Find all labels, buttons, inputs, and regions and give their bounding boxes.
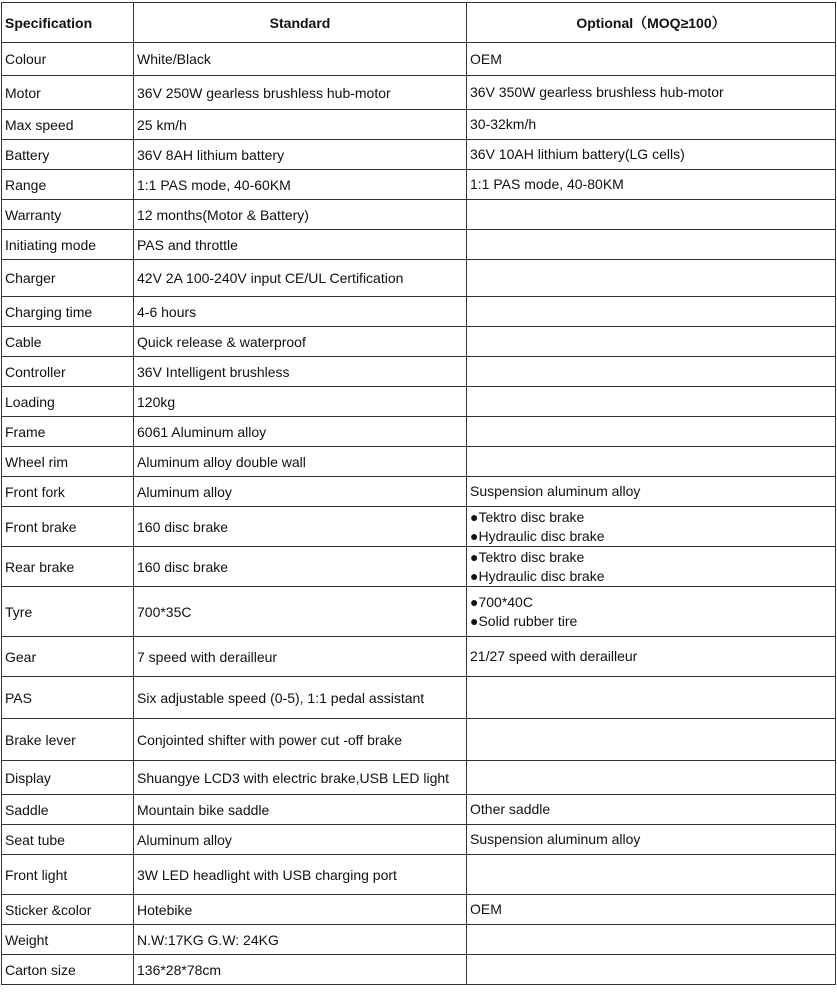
standard-value-cell: 160 disc brake <box>134 547 467 587</box>
optional-value-cell <box>467 200 836 230</box>
spec-name-cell: Initiating mode <box>2 230 134 260</box>
spec-name-cell: Brake lever <box>2 719 134 761</box>
optional-value-cell <box>467 170 836 200</box>
table-row <box>2 140 836 170</box>
optional-value-line: 21/27 speed with derailleur <box>470 648 638 664</box>
optional-value-line: OEM <box>470 50 502 67</box>
standard-value-cell: 7 speed with derailleur <box>134 637 467 677</box>
standard-value-cell: 1:1 PAS mode, 40-60KM <box>134 170 467 200</box>
table-row <box>2 587 836 637</box>
header-standard: Standard <box>134 3 467 43</box>
optional-value-line: ●Solid rubber tire <box>470 612 578 629</box>
spec-name-cell: Colour <box>2 43 134 76</box>
optional-value-cell <box>467 76 836 110</box>
optional-value-line: Suspension aluminum alloy <box>470 483 641 499</box>
optional-value-cell <box>467 417 836 447</box>
header-optional: Optional（MOQ≥100） <box>467 3 836 43</box>
table-row <box>2 43 836 76</box>
spec-name-cell: Battery <box>2 140 134 170</box>
standard-value-cell: Hotebike <box>134 895 467 925</box>
spec-table-body <box>2 43 836 985</box>
spec-name-cell: Loading <box>2 387 134 417</box>
optional-value-cell <box>467 327 836 357</box>
optional-value-cell <box>467 925 836 955</box>
spec-name-cell: Saddle <box>2 795 134 825</box>
optional-value-cell <box>467 357 836 387</box>
spec-name-cell: Wheel rim <box>2 447 134 477</box>
spec-name-cell: Carton size <box>2 955 134 985</box>
table-row <box>2 895 836 925</box>
optional-value-cell <box>467 110 836 140</box>
optional-value-line: OEM <box>470 901 502 917</box>
spec-name-cell: Charging time <box>2 297 134 327</box>
table-row <box>2 327 836 357</box>
optional-value-cell <box>467 297 836 327</box>
optional-value-line: 30-32km/h <box>470 116 537 132</box>
standard-value-cell: 3W LED headlight with USB charging port <box>134 855 467 895</box>
optional-value-cell <box>467 387 836 417</box>
spec-name-cell: PAS <box>2 677 134 719</box>
spec-name-cell: Front brake <box>2 507 134 547</box>
spec-name-cell: Max speed <box>2 110 134 140</box>
spec-name-cell: Motor <box>2 76 134 110</box>
standard-value-cell: 700*35C <box>134 587 467 637</box>
spec-name-cell: Frame <box>2 417 134 447</box>
table-row <box>2 110 836 140</box>
table-row <box>2 297 836 327</box>
optional-value-cell <box>467 825 836 855</box>
spec-name-cell: Gear <box>2 637 134 677</box>
table-row <box>2 925 836 955</box>
table-row <box>2 855 836 895</box>
table-row <box>2 955 836 985</box>
spec-name-cell: Cable <box>2 327 134 357</box>
standard-value-cell: 42V 2A 100-240V input CE/UL Certification <box>134 260 467 297</box>
optional-value-cell <box>467 677 836 719</box>
standard-value-cell: Mountain bike saddle <box>134 795 467 825</box>
spec-name-cell: Sticker &color <box>2 895 134 925</box>
optional-value-cell <box>467 43 836 76</box>
table-row <box>2 170 836 200</box>
header-row <box>2 3 836 43</box>
table-row <box>2 357 836 387</box>
optional-value-cell <box>467 719 836 761</box>
optional-value-cell <box>467 140 836 170</box>
table-row <box>2 417 836 447</box>
table-row <box>2 795 836 825</box>
optional-value-line: ●Tektro disc brake <box>470 548 585 565</box>
optional-value-cell <box>467 507 836 547</box>
table-row <box>2 825 836 855</box>
spec-name-cell: Charger <box>2 260 134 297</box>
optional-value-line: 36V 350W gearless brushless hub-motor <box>470 84 724 100</box>
table-row <box>2 761 836 795</box>
standard-value-cell: 12 months(Motor & Battery) <box>134 200 467 230</box>
standard-value-cell: 120kg <box>134 387 467 417</box>
table-row <box>2 76 836 110</box>
standard-value-cell: Shuangye LCD3 with electric brake,USB LED light <box>134 761 467 795</box>
standard-value-cell: 6061 Aluminum alloy <box>134 417 467 447</box>
optional-value-cell <box>467 955 836 985</box>
table-row <box>2 719 836 761</box>
standard-value-cell: 36V 250W gearless brushless hub-motor <box>134 76 467 110</box>
spec-name-cell: Warranty <box>2 200 134 230</box>
standard-value-cell: Quick release & waterproof <box>134 327 467 357</box>
optional-value-line: Suspension aluminum alloy <box>470 831 641 847</box>
optional-value-cell <box>467 447 836 477</box>
optional-value-cell <box>467 260 836 297</box>
optional-value-cell <box>467 547 836 587</box>
optional-value-cell <box>467 230 836 260</box>
table-row <box>2 200 836 230</box>
optional-value-line: ●Hydraulic disc brake <box>470 527 605 544</box>
standard-value-cell: Conjointed shifter with power cut -off brake <box>134 719 467 761</box>
table-row <box>2 547 836 587</box>
spec-name-cell: Display <box>2 761 134 795</box>
standard-value-cell: 36V Intelligent brushless <box>134 357 467 387</box>
table-row <box>2 230 836 260</box>
spec-name-cell: Weight <box>2 925 134 955</box>
standard-value-cell: Aluminum alloy <box>134 477 467 507</box>
standard-value-cell: 36V 8AH lithium battery <box>134 140 467 170</box>
standard-value-cell: 136*28*78cm <box>134 955 467 985</box>
spec-table <box>1 2 836 985</box>
standard-value-cell: N.W:17KG G.W: 24KG <box>134 925 467 955</box>
table-row <box>2 447 836 477</box>
spec-name-cell: Front fork <box>2 477 134 507</box>
optional-value-cell <box>467 761 836 795</box>
standard-value-cell: Aluminum alloy <box>134 825 467 855</box>
optional-value-line: 36V 10AH lithium battery(LG cells) <box>470 146 685 162</box>
optional-value-line: ●700*40C <box>470 593 533 610</box>
standard-value-cell: 25 km/h <box>134 110 467 140</box>
optional-value-cell <box>467 477 836 507</box>
table-row <box>2 677 836 719</box>
optional-value-cell <box>467 855 836 895</box>
optional-value-cell <box>467 795 836 825</box>
table-row <box>2 387 836 417</box>
table-row <box>2 637 836 677</box>
standard-value-cell: Aluminum alloy double wall <box>134 447 467 477</box>
spec-name-cell: Seat tube <box>2 825 134 855</box>
optional-value-cell <box>467 587 836 637</box>
spec-name-cell: Tyre <box>2 587 134 637</box>
standard-value-cell: 4-6 hours <box>134 297 467 327</box>
optional-value-cell <box>467 895 836 925</box>
spec-name-cell: Rear brake <box>2 547 134 587</box>
table-row <box>2 260 836 297</box>
optional-value-line: ●Hydraulic disc brake <box>470 567 605 584</box>
optional-value-line: ●Tektro disc brake <box>470 508 585 525</box>
standard-value-cell: PAS and throttle <box>134 230 467 260</box>
header-specification: Specification <box>2 3 134 43</box>
spec-name-cell: Range <box>2 170 134 200</box>
optional-value-line: Other saddle <box>470 801 551 817</box>
spec-name-cell: Controller <box>2 357 134 387</box>
optional-value-cell <box>467 637 836 677</box>
standard-value-cell: Six adjustable speed (0-5), 1:1 pedal assistant <box>134 677 467 719</box>
standard-value-cell: White/Black <box>134 43 467 76</box>
spec-name-cell: Front light <box>2 855 134 895</box>
standard-value-cell: 160 disc brake <box>134 507 467 547</box>
table-row <box>2 507 836 547</box>
table-row <box>2 477 836 507</box>
optional-value-line: 1:1 PAS mode, 40-80KM <box>470 176 624 192</box>
